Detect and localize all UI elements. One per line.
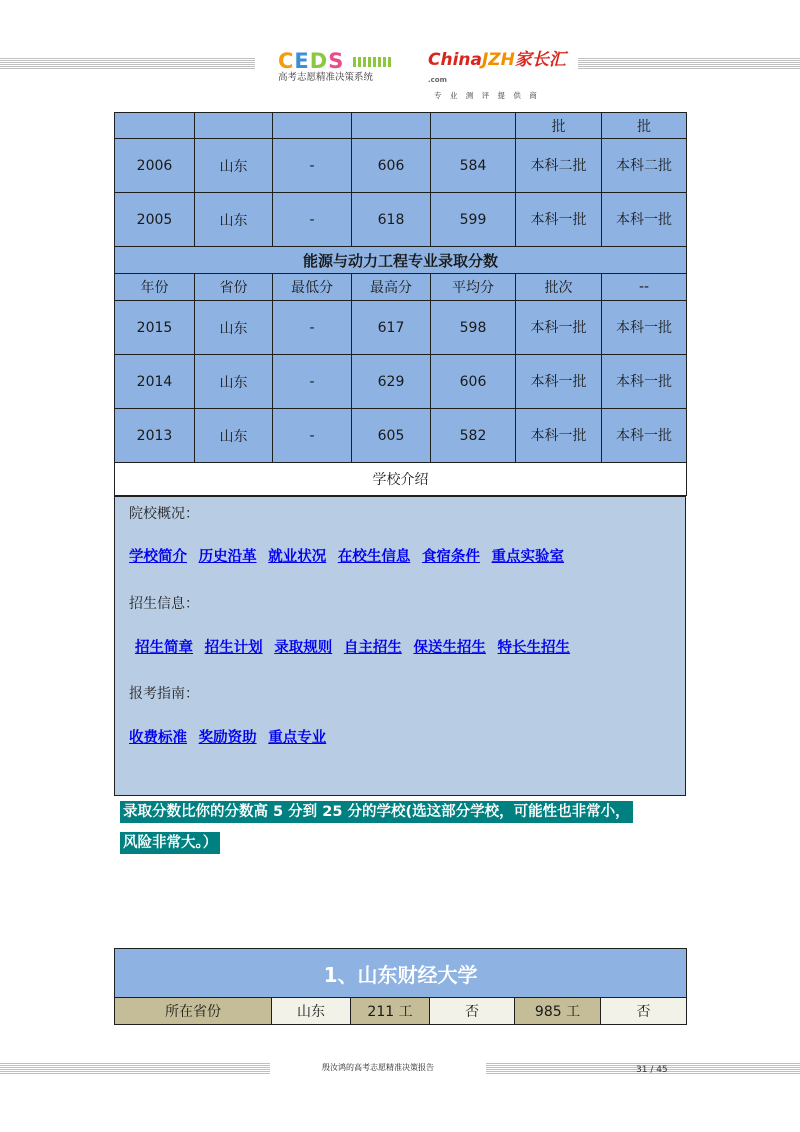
chinajzh-logo-subtitle: 专 业 测 评 提 供 商 bbox=[434, 91, 540, 100]
table-cell: 2013 bbox=[115, 409, 195, 463]
table-row-carryover bbox=[115, 113, 687, 139]
column-header: 年份 bbox=[115, 274, 195, 301]
table-cell: 本科一批 bbox=[516, 355, 602, 409]
link-admission-plan[interactable]: 招生计划 bbox=[204, 640, 263, 656]
link-history[interactable]: 历史沿革 bbox=[198, 549, 257, 565]
overview-label: 院校概况： bbox=[129, 506, 199, 522]
table-row bbox=[115, 139, 687, 193]
table-row bbox=[115, 409, 687, 463]
ceds-logo-subtitle: 高考志愿精准决策系统 bbox=[278, 72, 374, 83]
table-cell: 618 bbox=[352, 193, 431, 247]
chinajzh-dotcom: .com bbox=[428, 76, 447, 84]
chinajzh-logo bbox=[428, 50, 578, 100]
link-independent-admission[interactable]: 自主招生 bbox=[343, 640, 402, 656]
table-cell: 批 bbox=[602, 113, 687, 139]
link-key-majors[interactable]: 重点专业 bbox=[268, 730, 327, 746]
table-cell: 本科一批 bbox=[602, 301, 687, 355]
field-value-province: 山东 bbox=[272, 998, 351, 1025]
link-admission-rules[interactable]: 录取规则 bbox=[274, 640, 333, 656]
table-cell: 2005 bbox=[115, 193, 195, 247]
enroll-label: 招生信息： bbox=[129, 596, 199, 612]
field-label-211: 211 工 bbox=[351, 998, 430, 1025]
university-fields-row bbox=[115, 998, 687, 1025]
guide-label: 报考指南： bbox=[129, 686, 199, 702]
table-cell: 599 bbox=[431, 193, 516, 247]
table-cell: - bbox=[273, 409, 352, 463]
table-cell bbox=[431, 113, 516, 139]
table-cell: 本科一批 bbox=[602, 409, 687, 463]
ceds-logo bbox=[278, 50, 393, 86]
table-cell: 2014 bbox=[115, 355, 195, 409]
table-cell: 本科一批 bbox=[516, 193, 602, 247]
school-intro-heading: 学校介绍 bbox=[115, 463, 687, 496]
school-info-panel bbox=[114, 496, 686, 796]
table-cell: 本科一批 bbox=[602, 355, 687, 409]
table-cell: 582 bbox=[431, 409, 516, 463]
footer-page-number: 31 / 45 bbox=[636, 1065, 668, 1075]
admission-score-table bbox=[114, 112, 687, 496]
table-row bbox=[115, 301, 687, 355]
table-cell: 605 bbox=[352, 409, 431, 463]
table-cell: 617 bbox=[352, 301, 431, 355]
table-cell: 批 bbox=[516, 113, 602, 139]
table-cell: 584 bbox=[431, 139, 516, 193]
column-header: 最高分 bbox=[352, 274, 431, 301]
link-key-labs[interactable]: 重点实验室 bbox=[491, 549, 565, 565]
table-cell: 629 bbox=[352, 355, 431, 409]
field-value-985: 否 bbox=[601, 998, 687, 1025]
table-cell bbox=[273, 113, 352, 139]
column-header: 省份 bbox=[195, 274, 273, 301]
table-cell: 本科二批 bbox=[516, 139, 602, 193]
guide-links bbox=[129, 726, 333, 747]
table-cell: - bbox=[273, 193, 352, 247]
table-cell: 山东 bbox=[195, 301, 273, 355]
table-cell: - bbox=[273, 139, 352, 193]
table-cell bbox=[115, 113, 195, 139]
table-cell: 本科一批 bbox=[602, 193, 687, 247]
table-cell: - bbox=[273, 301, 352, 355]
university-title: 1、山东财经大学 bbox=[115, 949, 687, 998]
energy-table-header-row bbox=[115, 274, 687, 301]
table-cell: 山东 bbox=[195, 409, 273, 463]
chinajzh-logo-text: ChinaJZH家长汇 $^{.com}$ bbox=[428, 50, 566, 84]
table-cell: 2006 bbox=[115, 139, 195, 193]
school-intro-row bbox=[115, 463, 687, 496]
table-cell: 2015 bbox=[115, 301, 195, 355]
link-recommended-admission[interactable]: 保送生招生 bbox=[413, 640, 486, 656]
table-cell: 598 bbox=[431, 301, 516, 355]
table-cell: 606 bbox=[352, 139, 431, 193]
table-cell: 山东 bbox=[195, 193, 273, 247]
table-cell: 山东 bbox=[195, 355, 273, 409]
header-stripe-right bbox=[578, 58, 800, 70]
field-label-province: 所在省份 bbox=[115, 998, 272, 1025]
link-admission-brochure[interactable]: 招生简章 bbox=[135, 640, 193, 656]
table-cell: 山东 bbox=[195, 139, 273, 193]
table-cell bbox=[352, 113, 431, 139]
link-fees[interactable]: 收费标准 bbox=[129, 730, 187, 746]
column-header: 批次 bbox=[516, 274, 602, 301]
university-title-row bbox=[115, 949, 687, 998]
field-value-211: 否 bbox=[430, 998, 515, 1025]
link-school-profile[interactable]: 学校简介 bbox=[129, 549, 187, 565]
table-row bbox=[115, 193, 687, 247]
link-talent-admission[interactable]: 特长生招生 bbox=[497, 640, 571, 656]
field-label-985: 985 工 bbox=[515, 998, 601, 1025]
footer-stripe-left bbox=[0, 1063, 270, 1075]
table-row bbox=[115, 355, 687, 409]
energy-table-title: 能源与动力工程专业录取分数 bbox=[115, 247, 687, 274]
table-cell: 606 bbox=[431, 355, 516, 409]
table-cell: 本科一批 bbox=[516, 409, 602, 463]
energy-table-title-row bbox=[115, 247, 687, 274]
link-accommodation[interactable]: 食宿条件 bbox=[421, 549, 480, 565]
column-header: 最低分 bbox=[273, 274, 352, 301]
link-employment[interactable]: 就业状况 bbox=[268, 549, 327, 565]
column-header: -- bbox=[602, 274, 687, 301]
enroll-links bbox=[135, 636, 577, 657]
overview-links bbox=[129, 545, 571, 566]
ceds-logo-letters: CEDS bbox=[278, 50, 393, 72]
university-card-table bbox=[114, 948, 687, 1025]
table-cell bbox=[195, 113, 273, 139]
table-cell: 本科一批 bbox=[516, 301, 602, 355]
link-student-info[interactable]: 在校生信息 bbox=[337, 549, 411, 565]
footer-report-title: 殷汝鸿的高考志愿精准决策报告 bbox=[322, 1063, 434, 1072]
column-header: 平均分 bbox=[431, 274, 516, 301]
highlight-line-1: 录取分数比你的分数高 5 分到 25 分的学校(选这部分学校，可能性也非常小， bbox=[120, 801, 633, 823]
table-cell: 本科二批 bbox=[602, 139, 687, 193]
highlight-line-2: 风险非常大。） bbox=[120, 832, 220, 854]
header-stripe-left bbox=[0, 58, 255, 70]
table-cell: - bbox=[273, 355, 352, 409]
link-scholarships[interactable]: 奖励资助 bbox=[198, 730, 257, 746]
